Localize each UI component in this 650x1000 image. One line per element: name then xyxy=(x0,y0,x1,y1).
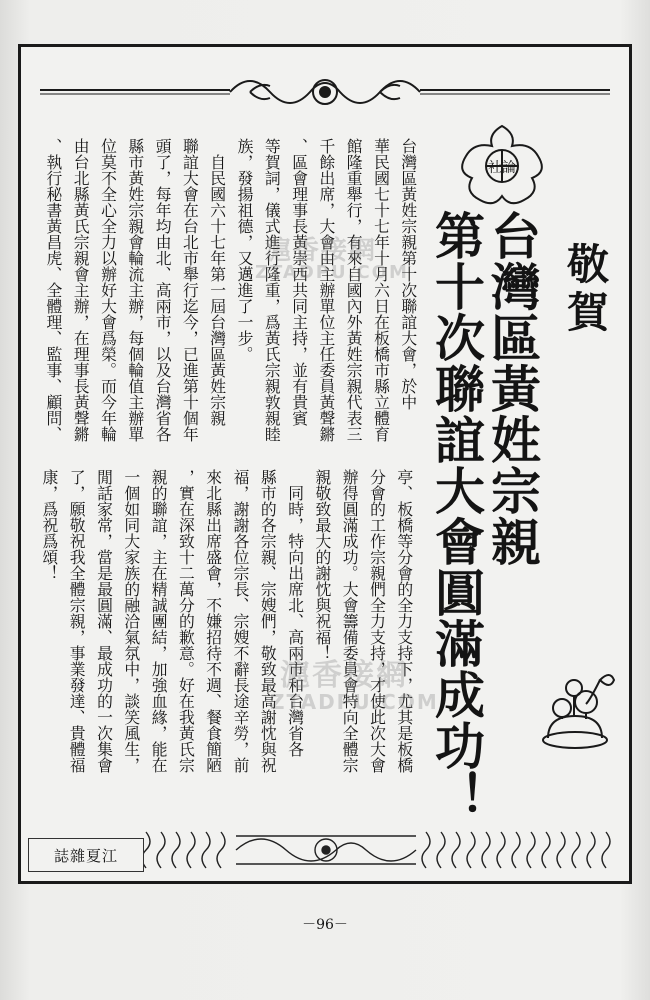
body-column: 台灣區黃姓宗親第十次聯誼大會，於中 xyxy=(398,138,418,410)
title-prefix: 敬賀 xyxy=(561,242,610,338)
watermark-3: 滬香接網 xyxy=(280,658,408,693)
body-column: ，實在深致十二萬分的歉意。好在我黃氏宗 xyxy=(176,469,196,773)
body-column: 亭、板橋等分會的全力支持下，尤其是板橋 xyxy=(394,469,414,773)
body-column: 、執行秘書黃昌虎、全體理、監事、顧問、 xyxy=(43,138,63,442)
body-column: 頭了，每年均由北、高兩市，以及台灣省各 xyxy=(153,138,173,442)
top-ornament xyxy=(40,60,610,120)
body-column: 縣市黃姓宗親會輪流主辦，每個輪值主辦單 xyxy=(125,138,145,442)
body-column: 了，願敬祝我全體宗親，事業發達、貴體福 xyxy=(67,469,87,773)
publication-label: 誌雜夏江 xyxy=(28,838,144,872)
body-column: 縣市的各宗親、宗嫂們，敬致最高謝忱與祝 xyxy=(258,469,278,773)
page-number: －96－ xyxy=(302,917,348,933)
body-column: 一個如同大家族的融洽氣氛中，談笑風生， xyxy=(121,469,141,773)
body-column: 辦得圓滿成功。大會籌備委員會特向全體宗 xyxy=(340,469,360,773)
editorial-stamp xyxy=(452,122,552,208)
flower-vase-icon xyxy=(530,660,620,755)
title-line-1: 台灣區黃姓宗親 xyxy=(483,210,541,567)
body-column: 同時，特向出席北、高兩市和台灣省各 xyxy=(285,469,305,757)
body-column: 福，謝謝各位宗長、宗嫂不辭長途辛勞，前 xyxy=(230,469,250,773)
body-column: 親的聯誼，主在精誠團結，加強血緣，能在 xyxy=(149,469,169,773)
body-column: 分會的工作宗親們全力支持，才使此次大會 xyxy=(367,469,387,773)
body-column: 館隆重舉行，有來自國內外黃姓宗親代表三 xyxy=(344,138,364,442)
watermark-1: 滬香接網 xyxy=(265,236,378,266)
body-column: 親敬致最大的謝忱與祝福！ xyxy=(312,469,332,661)
body-column: 自民國六十七年第一屆台灣區黃姓宗親 xyxy=(207,138,227,426)
body-column: 華民國七十七年十月六日在板橋市縣立體育 xyxy=(371,138,391,442)
body-column: 族，發揚祖德，又邁進了一步。 xyxy=(234,138,254,362)
watermark-4: ZTADPU.COM xyxy=(270,690,439,714)
body-column: 來北縣出席盛會，不嫌招待不週、餐食簡陋 xyxy=(203,469,223,773)
body-column: 等賀詞，儀式進行隆重，爲黃氏宗親敦親睦 xyxy=(262,138,282,442)
body-column: 閒話家常，當是最圓滿、最成功的一次集會 xyxy=(94,469,114,773)
stamp-label: 社論 xyxy=(488,160,516,176)
watermark-2: ZTADPU.COM xyxy=(255,262,409,283)
body-column: 康，爲祝爲頌！ xyxy=(39,469,59,581)
title-line-2: 第十次聯誼大會圓滿成功！ xyxy=(427,210,485,822)
body-column: 、區會理事長黃崇西共同主持，並有貴賓 xyxy=(289,138,309,426)
body-column: 位莫不全心全力以辦好大會爲榮。而今年輪 xyxy=(98,138,118,442)
body-column: 聯誼大會在台北市舉行迄今，已進第十個年 xyxy=(180,138,200,442)
body-column: 千餘出席，大會由主辦單位主任委員黃聲鏘 xyxy=(316,138,336,442)
body-column: 由台北縣黃氏宗親會主辦，在理事長黃聲鏘 xyxy=(71,138,91,442)
